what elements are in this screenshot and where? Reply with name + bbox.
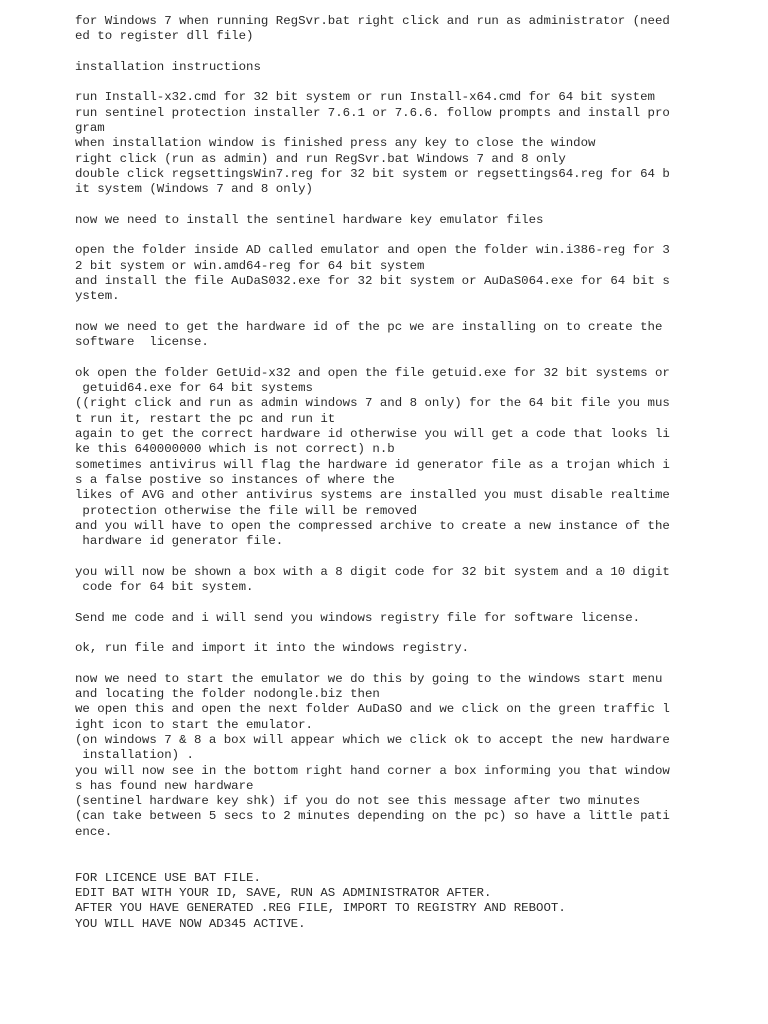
text-line: protection otherwise the file will be removed — [75, 503, 418, 518]
text-line — [75, 351, 755, 366]
text-line: ence. — [75, 824, 113, 839]
text-line — [75, 840, 755, 855]
text-line: t run it, restart the pc and run it — [75, 411, 336, 426]
text-line: right click (run as admin) and run RegSvr.bat Windows 7 and 8 only — [75, 151, 566, 166]
text-line: double click regsettingsWin7.reg for 32 bit system or regsettings64.reg for 64 b — [75, 166, 670, 181]
text-line: now we need to get the hardware id of the pc we are installing on to create the — [75, 319, 663, 334]
text-line: Send me code and i will send you windows registry file for software license. — [75, 610, 641, 625]
text-line: getuid64.exe for 64 bit systems — [75, 381, 313, 396]
text-line: hardware id generator file. — [75, 534, 284, 549]
text-line — [75, 75, 755, 90]
text-line: now we need to install the sentinel hardware key emulator files — [75, 212, 544, 227]
text-line: now we need to start the emulator we do this by going to the windows start menu — [75, 671, 663, 686]
text-line: and install the file AuDaS032.exe for 32 bit system or AuDaS064.exe for 64 bit s — [75, 274, 670, 289]
text-line: it system (Windows 7 and 8 only) — [75, 182, 313, 197]
text-line: AFTER YOU HAVE GENERATED .REG FILE, IMPORT TO REGISTRY AND REBOOT. — [75, 901, 566, 916]
text-line: installation) . — [75, 748, 194, 763]
document-page — [75, 14, 755, 932]
text-line: run Install-x32.cmd for 32 bit system or run Install-x64.cmd for 64 bit system — [75, 90, 655, 105]
text-line: s has found new hardware — [75, 778, 254, 793]
text-line — [75, 549, 755, 564]
text-line: (on windows 7 & 8 a box will appear which we click ok to accept the new hardware — [75, 732, 670, 747]
text-line — [75, 305, 755, 320]
text-line — [75, 855, 755, 870]
text-line: code for 64 bit system. — [75, 579, 254, 594]
text-line — [75, 45, 755, 60]
text-line: EDIT BAT WITH YOUR ID, SAVE, RUN AS ADMINISTRATOR AFTER. — [75, 885, 492, 900]
text-line: installation instructions — [75, 59, 261, 74]
text-line: 2 bit system or win.amd64-reg for 64 bit system — [75, 258, 425, 273]
text-line: you will now see in the bottom right hand corner a box informing you that window — [75, 763, 670, 778]
text-line: (sentinel hardware key shk) if you do not see this message after two minutes — [75, 794, 641, 809]
text-line: likes of AVG and other antivirus systems are installed you must disable realtime — [75, 488, 670, 503]
text-line: YOU WILL HAVE NOW AD345 ACTIVE. — [75, 916, 306, 931]
text-line: sometimes antivirus will flag the hardware id generator file as a trojan which i — [75, 457, 670, 472]
text-line: ke this 640000000 which is not correct) n.b — [75, 442, 395, 457]
text-line: software license. — [75, 335, 209, 350]
text-line: FOR LICENCE USE BAT FILE. — [75, 870, 261, 885]
text-line: ystem. — [75, 289, 120, 304]
text-line: when installation window is finished press any key to close the window — [75, 136, 596, 151]
text-line: again to get the correct hardware id otherwise you will get a code that looks li — [75, 427, 670, 442]
text-line — [75, 198, 755, 213]
text-line: and locating the folder nodongle.biz then — [75, 687, 380, 702]
text-line: gram — [75, 121, 105, 136]
text-line — [75, 656, 755, 671]
text-line: (can take between 5 secs to 2 minutes depending on the pc) so have a little pati — [75, 809, 670, 824]
text-line: open the folder inside AD called emulator and open the folder win.i386-reg for 3 — [75, 243, 670, 258]
text-line — [75, 626, 755, 641]
text-line: ed to register dll file) — [75, 29, 254, 44]
text-line: for Windows 7 when running RegSvr.bat right click and run as administrator (need — [75, 14, 670, 28]
text-line: run sentinel protection installer 7.6.1 or 7.6.6. follow prompts and install pro — [75, 105, 670, 120]
text-line — [75, 595, 755, 610]
text-line: you will now be shown a box with a 8 digit code for 32 bit system and a 10 digit — [75, 564, 670, 579]
text-line: ok open the folder GetUid-x32 and open the file getuid.exe for 32 bit systems or — [75, 365, 670, 380]
text-line: we open this and open the next folder AuDaSO and we click on the green traffic l — [75, 702, 670, 717]
text-line — [75, 228, 755, 243]
text-line: and you will have to open the compressed archive to create a new instance of the — [75, 518, 670, 533]
text-line: ((right click and run as admin windows 7 and 8 only) for the 64 bit file you mus — [75, 396, 670, 411]
text-line: ok, run file and import it into the windows registry. — [75, 641, 470, 656]
text-line: ight icon to start the emulator. — [75, 717, 313, 732]
text-line: s a false postive so instances of where the — [75, 472, 395, 487]
